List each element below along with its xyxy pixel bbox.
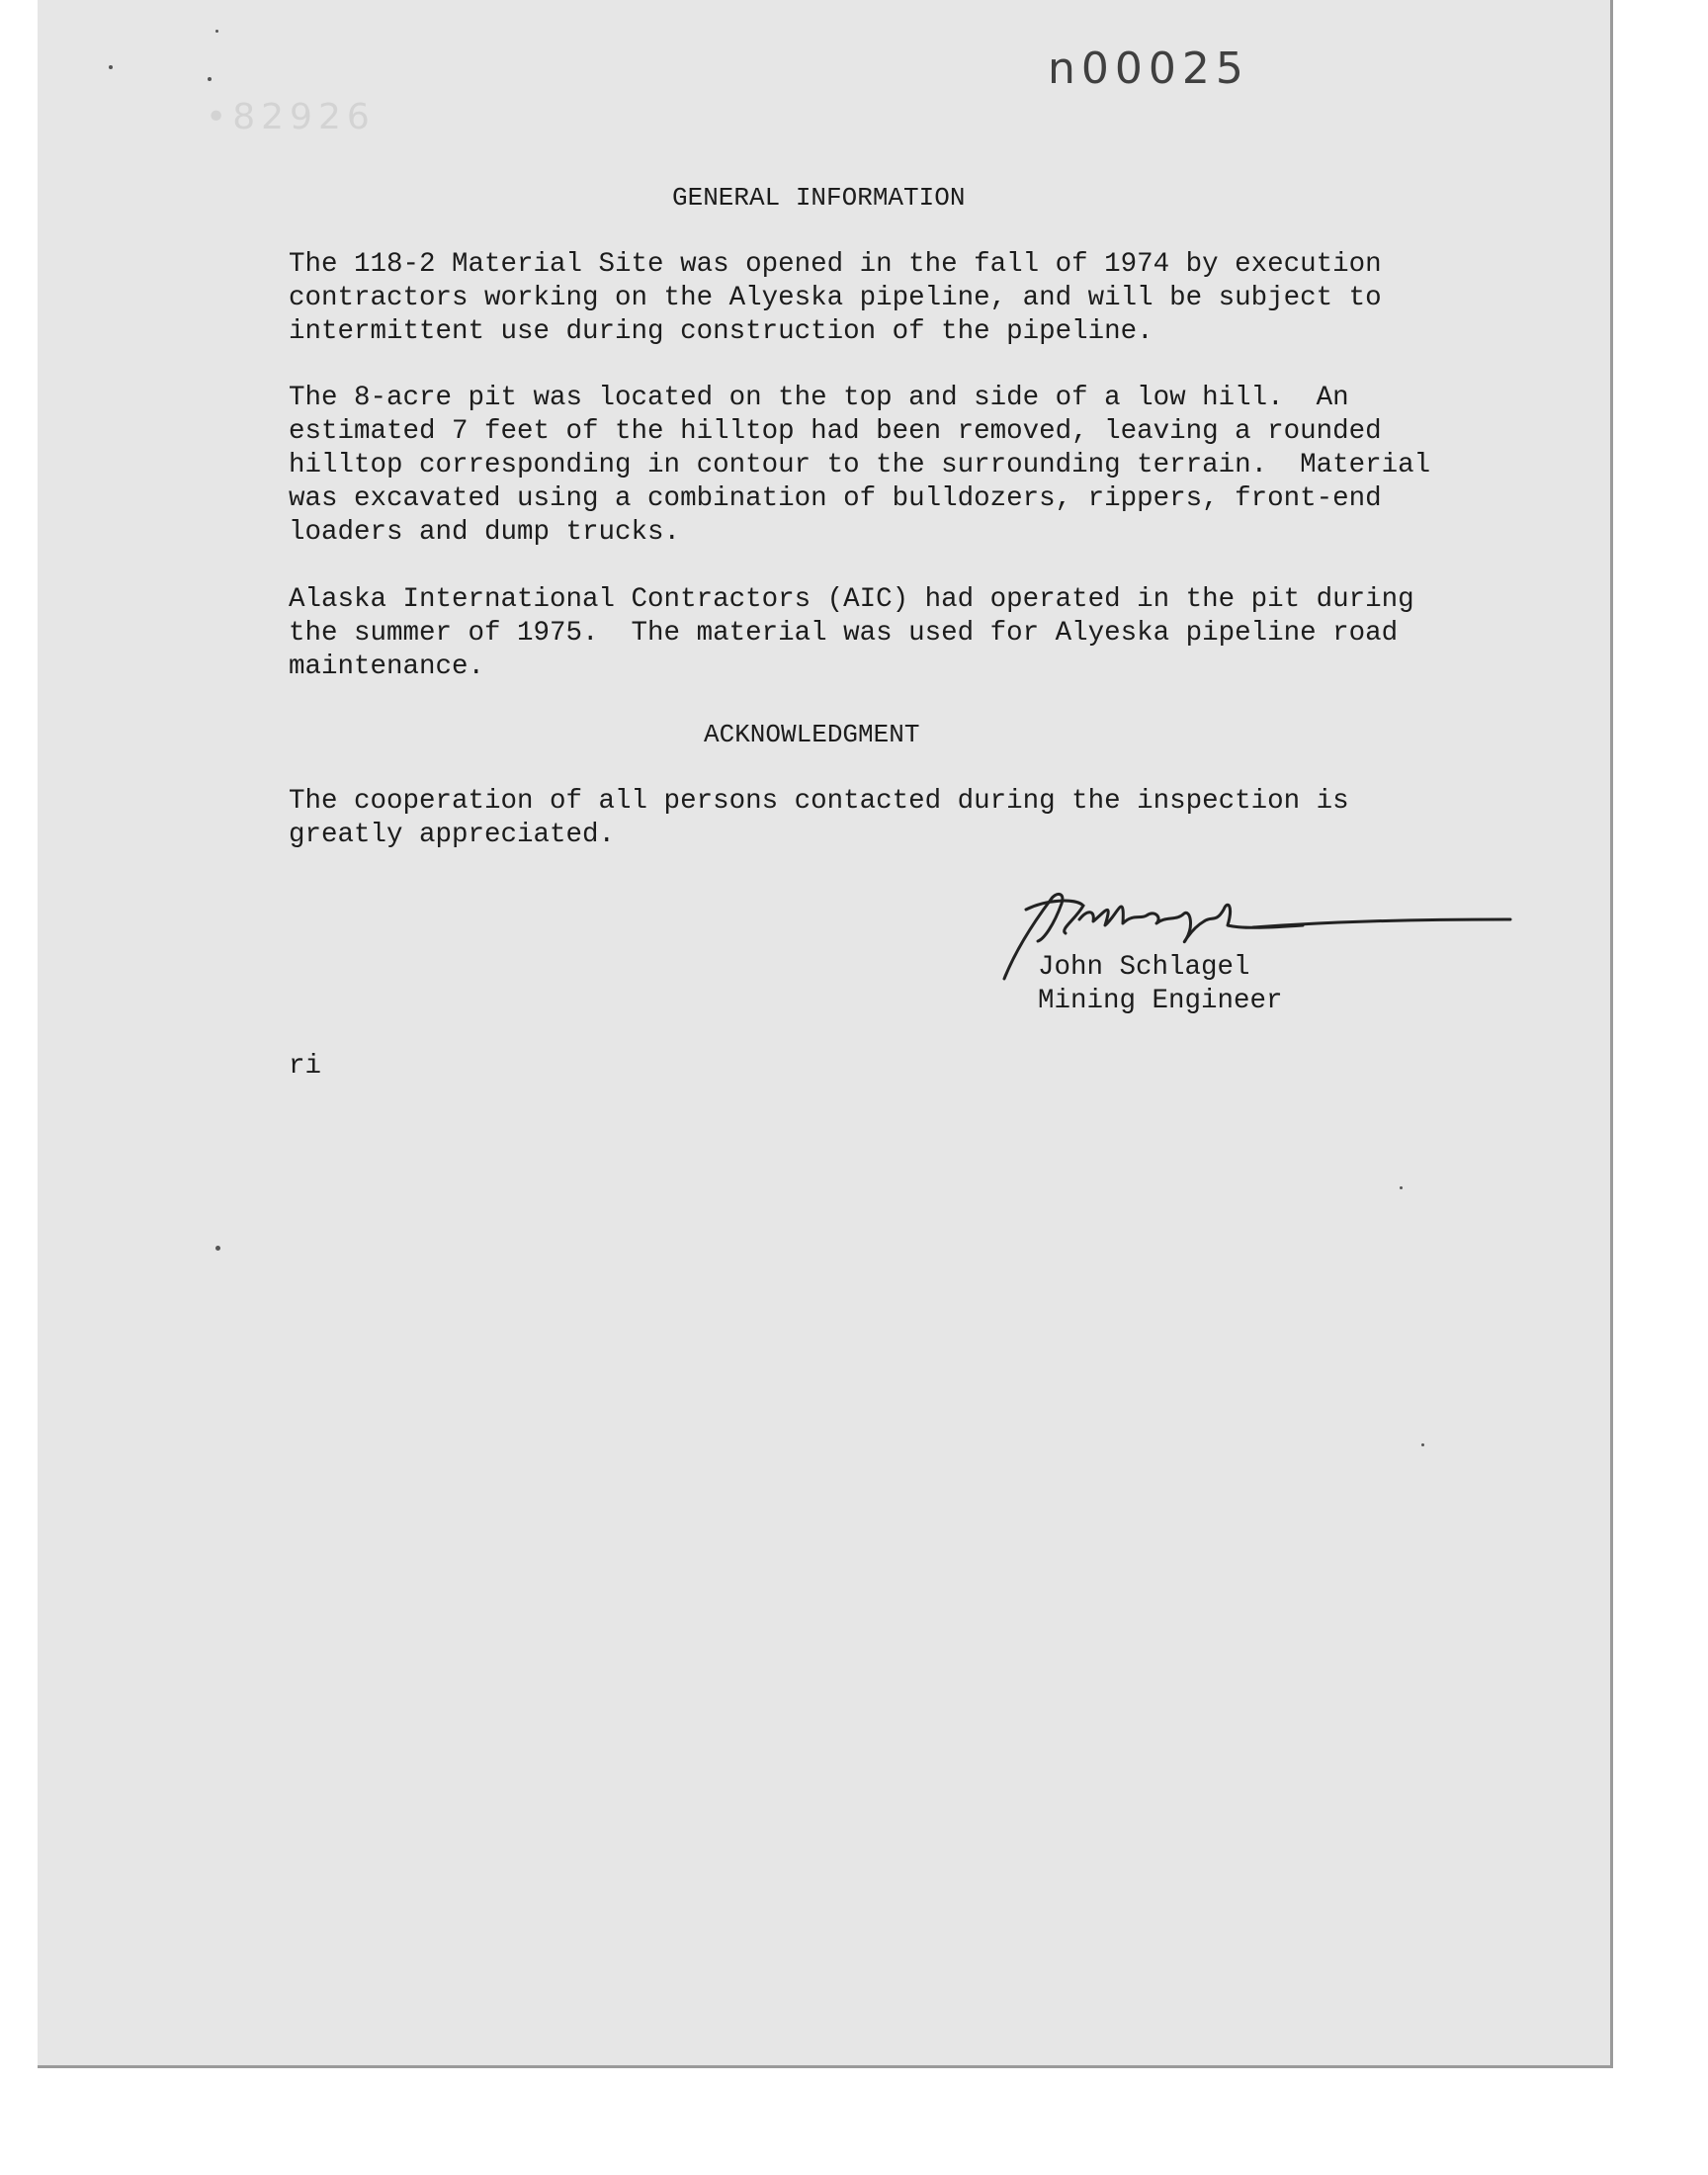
scan-speck <box>215 1246 220 1251</box>
scan-speck <box>208 77 212 81</box>
paragraph-site-opening: The 118-2 Material Site was opened in the fall of 1974 by execution contractors working on the Alyeska pipeline, and will be subject to intermittent use during construction of the pipeline. <box>289 249 1382 347</box>
signer-name: John Schlagel <box>1038 952 1250 983</box>
page-stamp-number: n00025 <box>1048 44 1249 94</box>
paragraph-acknowledgment: The cooperation of all persons contacted during the inspection is greatly appreciated. <box>289 786 1349 850</box>
faint-stamp-number: •82926 <box>206 97 376 137</box>
paragraph-aic-operations: Alaska International Contractors (AIC) had operated in the pit during the summer of 1975. The material was used for Alyeska pipeline road maintenance. <box>289 584 1414 682</box>
heading-general-information: GENERAL INFORMATION <box>672 183 966 213</box>
scan-speck <box>1400 1186 1403 1189</box>
signer-title: Mining Engineer <box>1038 986 1283 1016</box>
typist-initials: ri <box>289 1051 322 1082</box>
paragraph-pit-description: The 8-acre pit was located on the top and side of a low hill. An estimated 7 feet of the hilltop had been removed, leaving a rounded hilltop corresponding in contour to the surrounding terrain. Material was excavated using a combination of bulldozers, rippers, front-end loaders and dump trucks. <box>289 383 1431 548</box>
heading-acknowledgment: ACKNOWLEDGMENT <box>704 720 920 749</box>
scan-speck <box>109 65 113 69</box>
document-page <box>38 0 1613 2068</box>
scan-speck <box>1421 1443 1424 1446</box>
scan-speck <box>215 30 218 33</box>
